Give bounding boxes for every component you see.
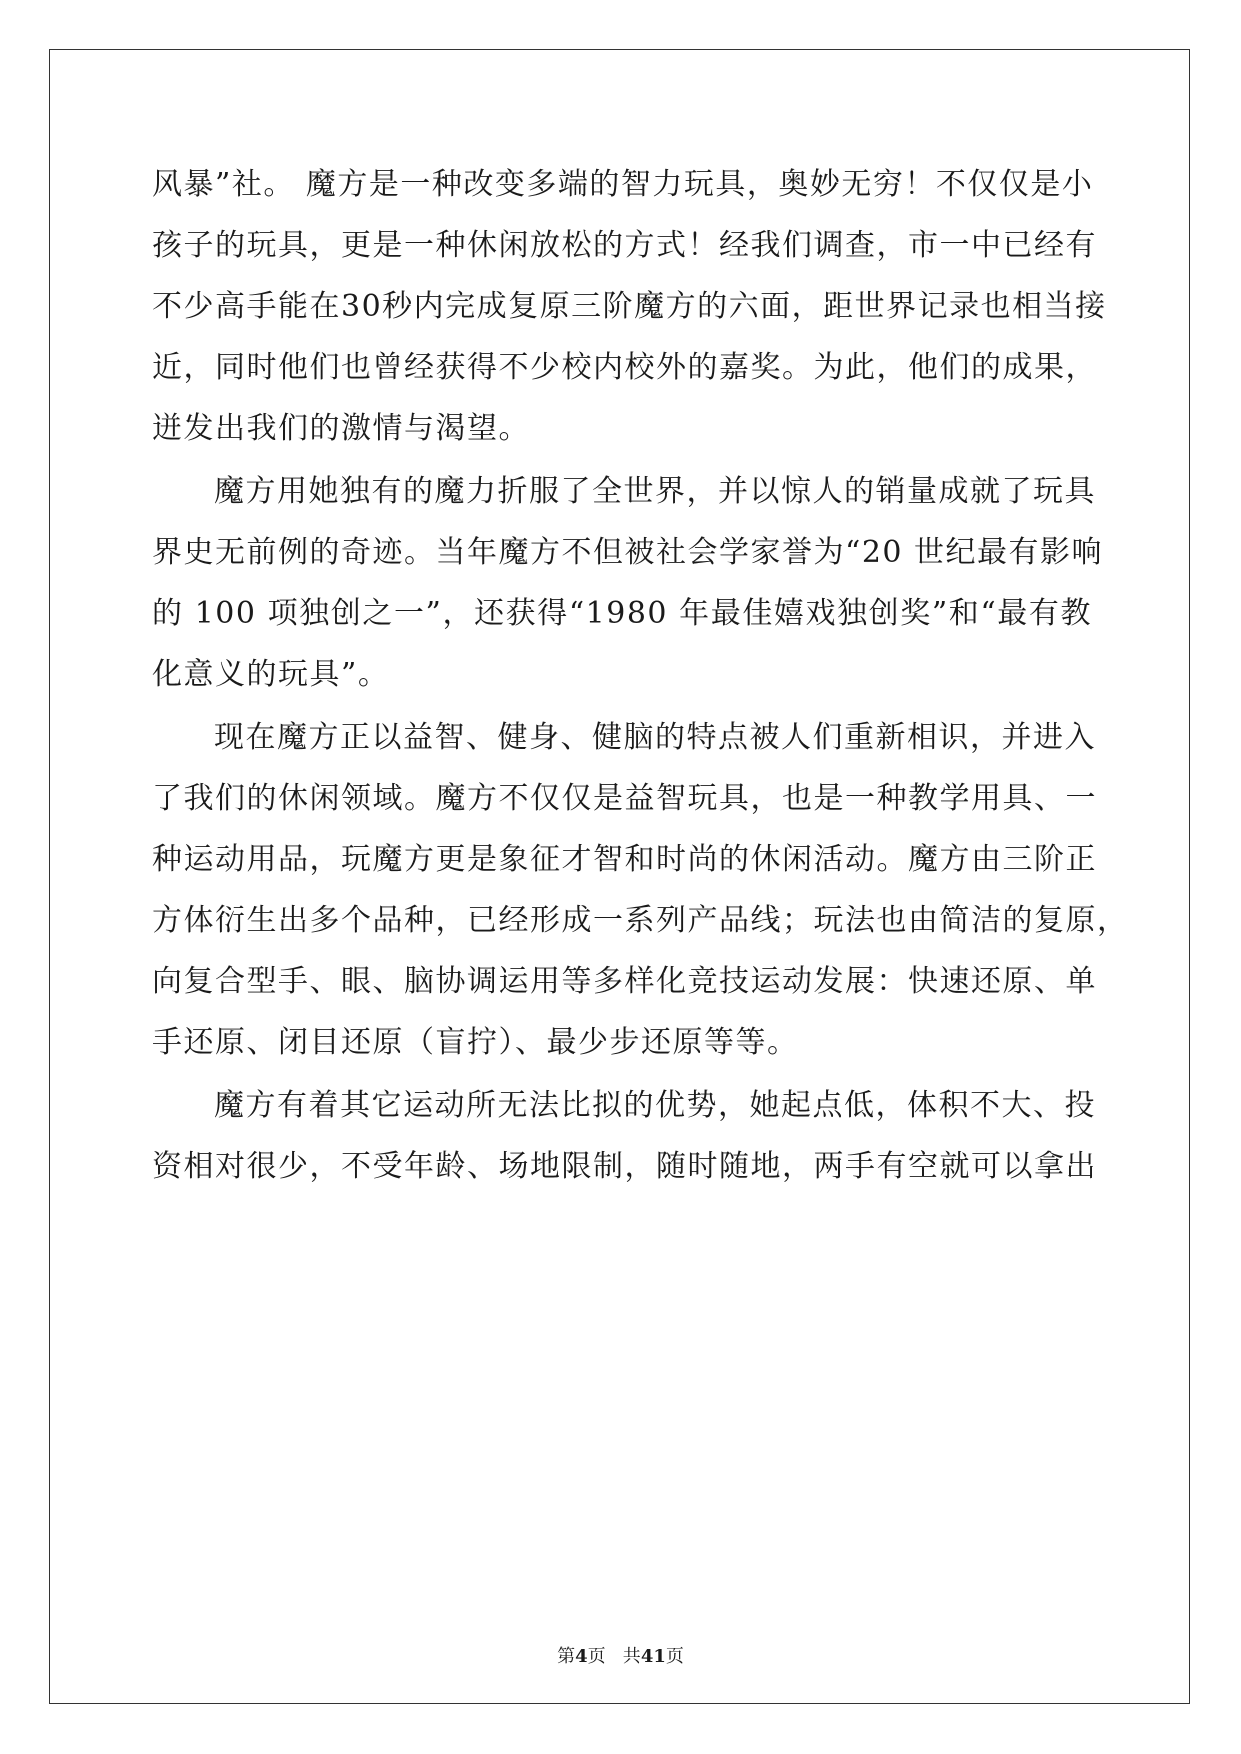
text-line: 了我们的休闲领域。魔方不仅仅是益智玩具，也是一种教学用具、一	[152, 781, 1097, 816]
current-page-number: 4	[575, 1646, 588, 1667]
total-page-number: 41	[640, 1646, 666, 1667]
text-line: 化意义的玩具”。	[152, 657, 390, 692]
page-suffix: 页	[665, 1646, 684, 1667]
text-line: 界史无前例的奇迹。当年魔方不但被社会学家誉为“20 世纪最有影响	[152, 535, 1104, 570]
page-footer	[0, 1642, 1241, 1672]
page-prefix: 第	[557, 1646, 576, 1667]
text-line: 孩子的玩具，更是一种休闲放松的方式！经我们调查，市一中已经有	[152, 228, 1097, 263]
text-line: 手还原、闭目还原（盲拧）、最少步还原等等。	[152, 1025, 799, 1060]
text-line: 方体衍生出多个品种，已经形成一系列产品线；玩法也由简洁的复原，	[152, 903, 1129, 938]
text-line: 风暴”社。 魔方是一种改变多端的智力玩具，奥妙无穷！不仅仅是小	[152, 167, 1094, 202]
text-line: 资相对很少，不受年龄、场地限制，随时随地，两手有空就可以拿出	[152, 1149, 1097, 1184]
text-line: 迸发出我们的激情与渴望。	[152, 411, 530, 446]
text-line: 的 100 项独创之一”，还获得“1980 年最佳嬉戏独创奖”和“最有教	[152, 596, 1092, 631]
text-line: 种运动用品，玩魔方更是象征才智和时尚的休闲活动。魔方由三阶正	[152, 842, 1097, 877]
paragraph-first-line: 魔方用她独有的魔力折服了全世界，并以惊人的销量成就了玩具	[214, 474, 1096, 509]
paragraph-first-line: 现在魔方正以益智、健身、健脑的特点被人们重新相识，并进入	[214, 720, 1096, 755]
paragraph-first-line: 魔方有着其它运动所无法比拟的优势，她起点低，体积不大、投	[214, 1088, 1096, 1123]
text-line: 不少高手能在30秒内完成复原三阶魔方的六面，距世界记录也相当接	[152, 289, 1107, 324]
page-mid: 页 共	[587, 1646, 641, 1667]
text-line: 向复合型手、眼、脑协调运用等多样化竞技运动发展：快速还原、单	[152, 964, 1097, 999]
text-line: 近，同时他们也曾经获得不少校内校外的嘉奖。为此，他们的成果，	[152, 350, 1097, 385]
